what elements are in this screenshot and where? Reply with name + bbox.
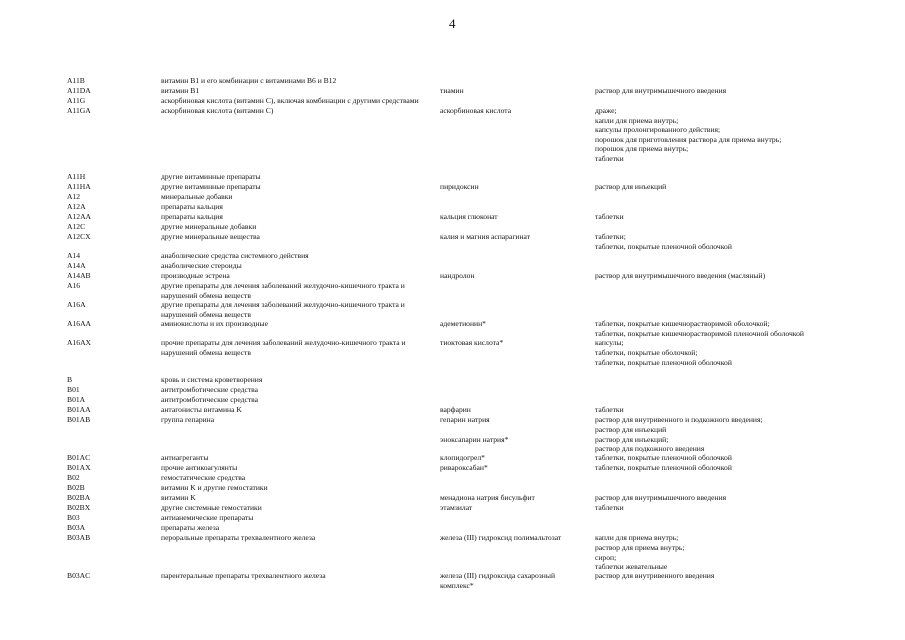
table-row [67, 493, 847, 503]
dosage-forms: раствор для внутримышечного введения [595, 86, 727, 95]
row-spacer [67, 367, 847, 375]
group-name: антитромботические средства [161, 385, 259, 395]
dosage-forms: таблетки [595, 405, 624, 415]
table-row [67, 338, 847, 367]
atc-code: A12AA [67, 212, 92, 221]
atc-code: A16AA [67, 319, 92, 329]
group-name: антиагреганты [161, 453, 209, 463]
table-row [67, 76, 847, 86]
table-row [67, 453, 847, 463]
group-name: гемостатические средства [161, 473, 246, 483]
dosage-forms: капли для приема внутрь; раствор для приема внутрь; сироп; таблетки жевательные [595, 533, 685, 572]
group-name: витамин K и другие гемостатики [161, 483, 268, 493]
dosage-forms: таблетки, покрытые пленочной оболочкой [595, 453, 732, 463]
atc-code: A16A [67, 300, 86, 310]
group-name: другие препараты для лечения заболеваний желудочно-кишечного тракта и нарушений обмена веществ [161, 300, 405, 319]
group-name: препараты железа [161, 523, 220, 533]
atc-code: B02BA [67, 493, 91, 503]
table-row [67, 300, 847, 319]
table-row [67, 571, 847, 590]
table-row [67, 533, 847, 571]
table-row [67, 483, 847, 493]
dosage-forms: таблетки, покрытые кишечнорастворимой оболочкой; таблетки, покрытые кишечнорастворимой пленочной оболочкой [595, 319, 804, 338]
dosage-forms: раствор для инъекций [595, 182, 667, 191]
group-name: аскорбиновая кислота (витамин C), включая комбинации с другими средствами [161, 96, 419, 105]
group-name: минеральные добавки [161, 192, 233, 201]
row-spacer [67, 164, 847, 172]
group-name: группа гепарина [161, 415, 215, 425]
atc-code: B02 [67, 473, 80, 483]
drug-name: калия и магния аспарагинат [440, 232, 531, 241]
group-name: другие витаминные препараты [161, 172, 261, 181]
table-row [67, 232, 847, 251]
table-row [67, 212, 847, 222]
group-name: другие препараты для лечения заболеваний желудочно-кишечного тракта и нарушений обмена веществ [161, 281, 405, 300]
drug-name: адеметионин* [440, 319, 486, 329]
drug-name: нандролон [440, 271, 475, 280]
table-row [67, 523, 847, 533]
table-row [67, 385, 847, 395]
drug-name: железа (III) гидроксид полимальтозат [440, 533, 562, 543]
atc-code: B01A [67, 395, 86, 405]
table-row [67, 182, 847, 192]
page-number: 4 [449, 16, 456, 31]
group-name: антианемические препараты [161, 513, 254, 523]
group-name: препараты кальция [161, 212, 223, 221]
group-name: витамин B1 [161, 86, 200, 95]
table-row [67, 251, 847, 261]
atc-code: A16AX [67, 338, 92, 348]
drug-name: пиридоксин [440, 182, 479, 191]
group-name: антагонисты витамина K [161, 405, 242, 415]
dosage-forms: таблетки, покрытые пленочной оболочкой [595, 463, 732, 473]
group-name: анаболические средства системного действия [161, 251, 309, 260]
group-name: парентеральные препараты трехвалентного железа [161, 571, 326, 581]
group-name: антитромботические средства [161, 395, 259, 405]
dosage-forms: раствор для внутримышечного введения (масляный) [595, 271, 766, 280]
atc-code: B02BX [67, 503, 91, 513]
atc-code: A11G [67, 96, 86, 105]
dosage-forms: раствор для внутривенного введения [595, 571, 715, 581]
atc-code: A16 [67, 281, 81, 290]
atc-code: B03AB [67, 533, 91, 543]
atc-code: A14 [67, 251, 81, 260]
atc-code: A14AB [67, 271, 91, 280]
drug-name: клопидогрел* [440, 453, 485, 463]
atc-code: A11H [67, 172, 86, 181]
atc-code: B03AC [67, 571, 91, 581]
atc-code: A12A [67, 202, 86, 211]
table-row [67, 405, 847, 415]
atc-code: B03 [67, 513, 80, 523]
group-name: аминокислоты и их производные [161, 319, 268, 329]
atc-code: A12 [67, 192, 81, 201]
group-name: анаболические стероиды [161, 261, 242, 270]
atc-code: B [67, 375, 73, 385]
drug-name: аскорбиновая кислота [440, 106, 512, 115]
drug-name: кальция глюконат [440, 212, 498, 221]
atc-code: A11HA [67, 182, 91, 191]
group-name: другие минеральные вещества [161, 232, 260, 241]
table-row [67, 415, 847, 453]
group-name: пероральные препараты трехвалентного железа [161, 533, 316, 543]
drug-name: ривароксабан* [440, 463, 488, 473]
drug-name: железа (III) гидроксида сахарозный комплекс* [440, 571, 556, 590]
atc-code: B01 [67, 385, 80, 395]
drug-name: менадиона натрия бисульфит [440, 493, 535, 503]
atc-code: B01AA [67, 405, 91, 415]
group-name: препараты кальция [161, 202, 223, 211]
atc-code: A11GA [67, 106, 91, 115]
atc-code: B02B [67, 483, 85, 493]
drug-name: этамзилат [440, 503, 473, 513]
group-name: другие витаминные препараты [161, 182, 261, 191]
dosage-forms: капсулы; таблетки, покрытые оболочкой; таблетки, покрытые пленочной оболочкой [595, 338, 732, 367]
table-row [67, 281, 847, 300]
atc-code: A11DA [67, 86, 91, 95]
table-row [67, 513, 847, 523]
table-row [67, 271, 847, 281]
table-row [67, 463, 847, 473]
drug-name: тиамин [440, 86, 464, 95]
group-name: кровь и система кроветворения [161, 375, 263, 385]
table-row [67, 192, 847, 202]
dosage-forms: таблетки [595, 503, 624, 513]
group-name: прочие препараты для лечения заболеваний желудочно-кишечного тракта и нарушений обмена веществ [161, 338, 406, 357]
dosage-forms: таблетки [595, 212, 624, 221]
table-row [67, 86, 847, 96]
drug-name: гепарин натрия эноксапарин натрия* [440, 415, 509, 444]
dosage-forms: раствор для внутривенного и подкожного введения; раствор для инъекций раствор для инъекций; раствор для подкожного введения [595, 415, 763, 454]
drug-name: варфарин [440, 405, 471, 415]
dosage-forms: драже; капли для приема внутрь; капсулы пролонгированного действия; порошок для приготовления раствора для приема внутрь; порошок для приема внутрь; таблетки [595, 106, 782, 163]
table-row [67, 172, 847, 182]
drug-name: тиоктовая кислота* [440, 338, 504, 348]
atc-code: A11B [67, 76, 85, 85]
table-row [67, 202, 847, 212]
table-row [67, 473, 847, 483]
drug-list-table [67, 76, 847, 590]
atc-code: A12CX [67, 232, 91, 241]
group-name: витамин B1 и его комбинации с витаминами B6 и B12 [161, 76, 337, 85]
table-row [67, 222, 847, 232]
group-name: другие системные гемостатики [161, 503, 262, 513]
dosage-forms: таблетки; таблетки, покрытые пленочной оболочкой [595, 232, 732, 251]
dosage-forms: раствор для внутримышечного введения [595, 493, 727, 503]
table-row [67, 319, 847, 338]
atc-code: B01AX [67, 463, 91, 473]
group-name: аскорбиновая кислота (витамин C) [161, 106, 274, 115]
group-name: другие минеральные добавки [161, 222, 257, 231]
atc-code: A14A [67, 261, 86, 270]
group-name: витамин K [161, 493, 196, 503]
table-row [67, 395, 847, 405]
atc-code: A12C [67, 222, 86, 231]
atc-code: B01AC [67, 453, 91, 463]
atc-code: B03A [67, 523, 86, 533]
table-row [67, 106, 847, 164]
table-row [67, 375, 847, 385]
atc-code: B01AB [67, 415, 91, 425]
table-row [67, 261, 847, 271]
table-row [67, 503, 847, 513]
group-name: производные эстрена [161, 271, 230, 280]
table-row [67, 96, 847, 106]
group-name: прочие антикоагулянты [161, 463, 238, 473]
